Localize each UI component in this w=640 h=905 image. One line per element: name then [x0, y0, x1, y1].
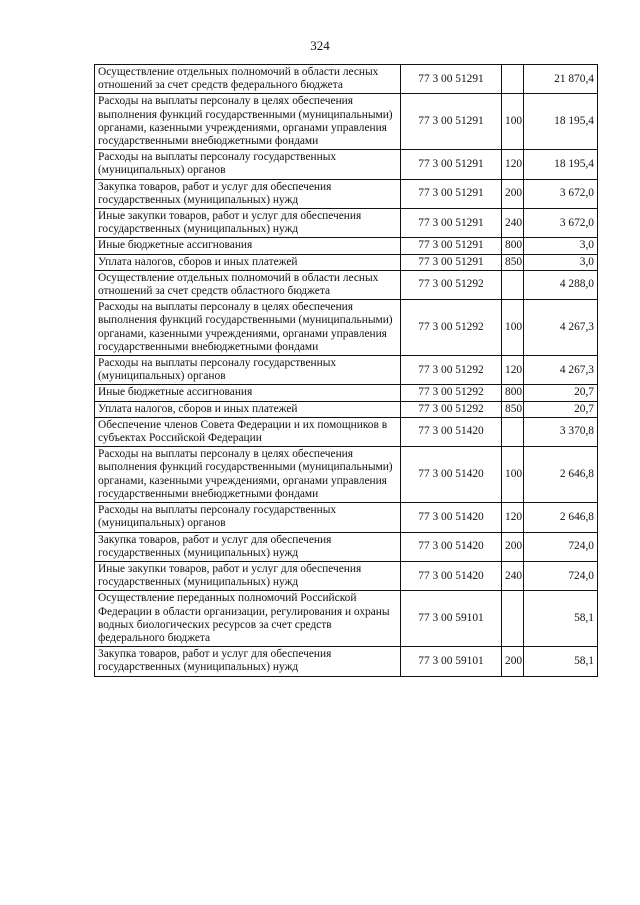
- row-name-cell: Расходы на выплаты персоналу в целях обеспечения выполнения функций государственными (муниципальными) органами, казенными учреждениями, органами управления государственными внебюджетными фондами: [95, 94, 401, 150]
- row-amount-cell: 4 288,0: [524, 270, 598, 299]
- row-name-cell: Расходы на выплаты персоналу государственных (муниципальных) органов: [95, 150, 401, 179]
- row-code-cell: 77 3 00 51292: [401, 401, 502, 417]
- row-amount-cell: 58,1: [524, 647, 598, 676]
- row-code-cell: 77 3 00 51291: [401, 179, 502, 208]
- row-amount-cell: 724,0: [524, 561, 598, 590]
- row-amount-cell: 18 195,4: [524, 94, 598, 150]
- row-code-cell: 77 3 00 51291: [401, 209, 502, 238]
- table-row: [95, 591, 598, 647]
- row-code-cell: 77 3 00 51292: [401, 270, 502, 299]
- row-expense-type-cell: [502, 417, 524, 446]
- row-amount-cell: 58,1: [524, 591, 598, 647]
- row-amount-cell: 724,0: [524, 532, 598, 561]
- row-code-cell: 77 3 00 59101: [401, 647, 502, 676]
- row-amount-cell: 4 267,3: [524, 356, 598, 385]
- row-expense-type-cell: 240: [502, 209, 524, 238]
- row-name-cell: Закупка товаров, работ и услуг для обеспечения государственных (муниципальных) нужд: [95, 647, 401, 676]
- table-row: [95, 401, 598, 417]
- row-name-cell: Иные закупки товаров, работ и услуг для обеспечения государственных (муниципальных) нужд: [95, 561, 401, 590]
- table-row: [95, 254, 598, 270]
- row-expense-type-cell: 120: [502, 150, 524, 179]
- row-expense-type-cell: 240: [502, 561, 524, 590]
- table-row: [95, 150, 598, 179]
- table-row: [95, 270, 598, 299]
- row-expense-type-cell: 120: [502, 503, 524, 532]
- row-amount-cell: 3 672,0: [524, 209, 598, 238]
- table-row: [95, 647, 598, 676]
- table-row: [95, 561, 598, 590]
- table-row: [95, 447, 598, 503]
- row-name-cell: Расходы на выплаты персоналу в целях обеспечения выполнения функций государственными (муниципальными) органами, казенными учреждениями, органами управления государственными внебюджетными фондами: [95, 447, 401, 503]
- row-amount-cell: 18 195,4: [524, 150, 598, 179]
- row-name-cell: Уплата налогов, сборов и иных платежей: [95, 401, 401, 417]
- row-amount-cell: 21 870,4: [524, 65, 598, 94]
- row-name-cell: Осуществление переданных полномочий Российской Федерации в области организации, регулирования и охраны водных биологических ресурсов за счет средств федерального бюджета: [95, 591, 401, 647]
- row-name-cell: Обеспечение членов Совета Федерации и их помощников в субъектах Российской Федерации: [95, 417, 401, 446]
- row-amount-cell: 3,0: [524, 254, 598, 270]
- row-code-cell: 77 3 00 51420: [401, 447, 502, 503]
- row-expense-type-cell: [502, 591, 524, 647]
- table-row: [95, 300, 598, 356]
- table-row: [95, 209, 598, 238]
- row-code-cell: 77 3 00 51420: [401, 417, 502, 446]
- row-expense-type-cell: 850: [502, 254, 524, 270]
- row-amount-cell: 4 267,3: [524, 300, 598, 356]
- row-expense-type-cell: 200: [502, 647, 524, 676]
- table-row: [95, 179, 598, 208]
- table-row: [95, 532, 598, 561]
- row-name-cell: Закупка товаров, работ и услуг для обеспечения государственных (муниципальных) нужд: [95, 532, 401, 561]
- row-expense-type-cell: 100: [502, 300, 524, 356]
- row-code-cell: 77 3 00 51291: [401, 238, 502, 254]
- row-name-cell: Иные закупки товаров, работ и услуг для обеспечения государственных (муниципальных) нужд: [95, 209, 401, 238]
- row-code-cell: 77 3 00 51292: [401, 356, 502, 385]
- row-name-cell: Расходы на выплаты персоналу в целях обеспечения выполнения функций государственными (муниципальными) органами, казенными учреждениями, органами управления государственными внебюджетными фондами: [95, 300, 401, 356]
- table-row: [95, 356, 598, 385]
- row-expense-type-cell: 100: [502, 447, 524, 503]
- row-code-cell: 77 3 00 51420: [401, 561, 502, 590]
- row-expense-type-cell: [502, 270, 524, 299]
- row-name-cell: Расходы на выплаты персоналу государственных (муниципальных) органов: [95, 503, 401, 532]
- row-code-cell: 77 3 00 51291: [401, 254, 502, 270]
- row-name-cell: Осуществление отдельных полномочий в области лесных отношений за счет средств федерального бюджета: [95, 65, 401, 94]
- row-expense-type-cell: 200: [502, 532, 524, 561]
- row-code-cell: 77 3 00 51291: [401, 94, 502, 150]
- row-code-cell: 77 3 00 59101: [401, 591, 502, 647]
- table-row: [95, 238, 598, 254]
- row-amount-cell: 3 370,8: [524, 417, 598, 446]
- table-row: [95, 417, 598, 446]
- row-expense-type-cell: 800: [502, 238, 524, 254]
- row-name-cell: Расходы на выплаты персоналу государственных (муниципальных) органов: [95, 356, 401, 385]
- row-code-cell: 77 3 00 51292: [401, 300, 502, 356]
- row-name-cell: Уплата налогов, сборов и иных платежей: [95, 254, 401, 270]
- row-amount-cell: 20,7: [524, 385, 598, 401]
- budget-table: [94, 64, 598, 677]
- row-code-cell: 77 3 00 51292: [401, 385, 502, 401]
- row-expense-type-cell: 850: [502, 401, 524, 417]
- row-code-cell: 77 3 00 51291: [401, 65, 502, 94]
- row-name-cell: Закупка товаров, работ и услуг для обеспечения государственных (муниципальных) нужд: [95, 179, 401, 208]
- row-code-cell: 77 3 00 51420: [401, 532, 502, 561]
- row-code-cell: 77 3 00 51291: [401, 150, 502, 179]
- row-name-cell: Иные бюджетные ассигнования: [95, 385, 401, 401]
- row-expense-type-cell: 100: [502, 94, 524, 150]
- row-name-cell: Осуществление отдельных полномочий в области лесных отношений за счет средств областного бюджета: [95, 270, 401, 299]
- table-row: [95, 94, 598, 150]
- budget-table-body: [95, 65, 598, 677]
- table-row: [95, 503, 598, 532]
- page-number: 324: [310, 38, 330, 53]
- row-amount-cell: 20,7: [524, 401, 598, 417]
- row-amount-cell: 2 646,8: [524, 503, 598, 532]
- table-row: [95, 385, 598, 401]
- row-name-cell: Иные бюджетные ассигнования: [95, 238, 401, 254]
- row-expense-type-cell: 800: [502, 385, 524, 401]
- row-amount-cell: 3,0: [524, 238, 598, 254]
- row-expense-type-cell: 200: [502, 179, 524, 208]
- row-amount-cell: 2 646,8: [524, 447, 598, 503]
- row-expense-type-cell: 120: [502, 356, 524, 385]
- table-row: [95, 65, 598, 94]
- row-amount-cell: 3 672,0: [524, 179, 598, 208]
- row-expense-type-cell: [502, 65, 524, 94]
- row-code-cell: 77 3 00 51420: [401, 503, 502, 532]
